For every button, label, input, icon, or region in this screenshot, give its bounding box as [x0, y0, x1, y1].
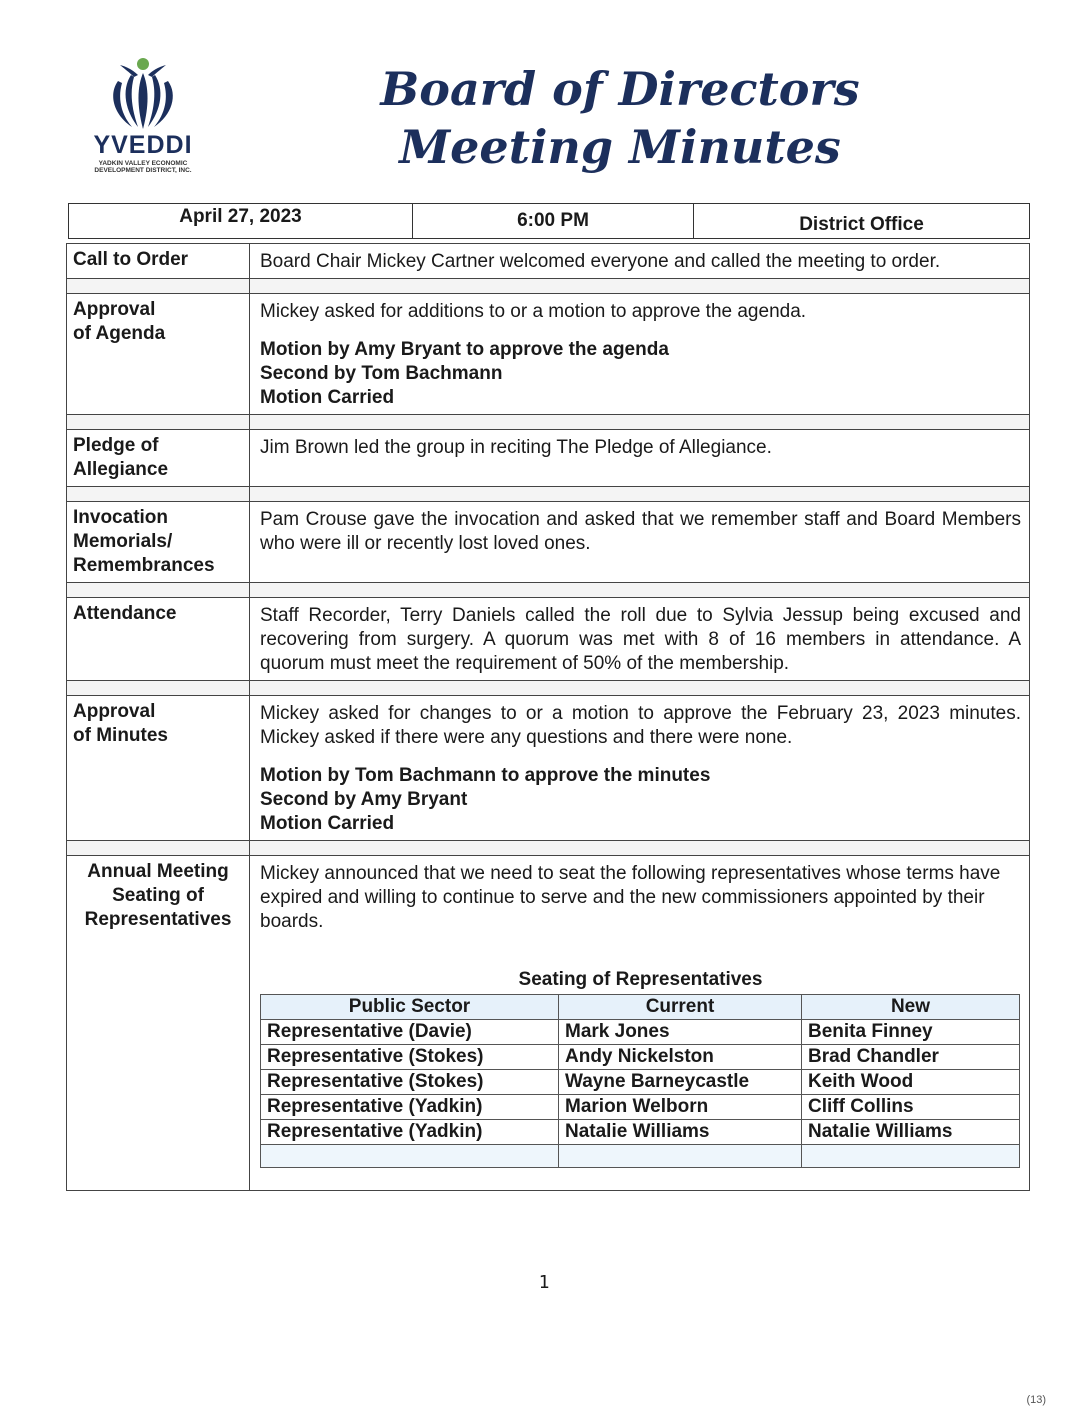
label-call-to-order: Call to Order: [67, 244, 250, 279]
text-annual-meeting: Mickey announced that we need to seat the following representatives whose terms have expired and willing to continue to serve and the new commissioners appointed by their boards.: [260, 863, 1001, 932]
seating-header-row: [261, 995, 1020, 1020]
text-approval-agenda: Mickey asked for additions to or a motion to approve the agenda.: [260, 301, 807, 322]
logo-figure-icon: [98, 55, 188, 133]
seating-cell-current: Natalie Williams: [559, 1120, 802, 1145]
seating-cell-current: Marion Welborn: [559, 1095, 802, 1120]
seating-cell-sector: Representative (Yadkin): [261, 1120, 559, 1145]
seating-header-public-sector: Public Sector: [261, 995, 559, 1020]
corner-mark: (13): [1026, 1394, 1046, 1406]
label-invocation-line3: Remembrances: [73, 555, 215, 576]
label-approval-agenda: [67, 294, 250, 415]
label-annual-meeting-line2: Seating of: [112, 885, 204, 906]
result-minutes: Motion Carried: [260, 813, 395, 834]
meeting-info-bar: [68, 203, 1030, 239]
label-invocation-line1: Invocation: [73, 507, 169, 528]
label-invocation-line2: Memorials/: [73, 531, 173, 552]
meeting-time: 6:00 PM: [413, 204, 694, 238]
seating-cell-new: Benita Finney: [802, 1020, 1020, 1045]
page-number: 1: [538, 1272, 550, 1293]
row-pledge: [67, 430, 1030, 487]
seating-row: [261, 1045, 1020, 1070]
row-attendance: [67, 598, 1030, 681]
seating-row: [261, 1095, 1020, 1120]
seating-cell-sector: Representative (Stokes): [261, 1070, 559, 1095]
title-line2: Meeting Minutes: [399, 120, 841, 174]
minutes-table: [66, 243, 1030, 1191]
label-approval-minutes-line2: of Minutes: [73, 725, 168, 746]
text-attendance: Staff Recorder, Terry Daniels called the roll due to Sylvia Jessup being excused and recovering from surgery. A quorum was met with 8 of 16 members in attendance. A quorum must meet the requirement of 50% of the membership.: [250, 598, 1030, 681]
label-pledge: [67, 430, 250, 487]
seating-table: [260, 994, 1020, 1168]
label-annual-meeting: [67, 856, 250, 1191]
title-line1: Board of Directors: [380, 62, 860, 116]
row-approval-agenda: [67, 294, 1030, 415]
logo-subtitle-line2: DEVELOPMENT DISTRICT, INC.: [94, 167, 192, 174]
page-title: [360, 60, 880, 176]
row-annual-meeting: [67, 856, 1030, 1191]
meeting-location: District Office: [799, 214, 924, 235]
row-approval-minutes: [67, 696, 1030, 841]
seating-cell-current: Mark Jones: [559, 1020, 802, 1045]
meeting-date: April 27, 2023: [69, 204, 413, 238]
second-minutes: Second by Amy Bryant: [260, 789, 468, 810]
seating-row: [261, 1070, 1020, 1095]
seating-cell-new: Cliff Collins: [802, 1095, 1020, 1120]
label-annual-meeting-line1: Annual Meeting: [87, 861, 229, 882]
seating-header-new: New: [802, 995, 1020, 1020]
label-annual-meeting-line3: Representatives: [84, 909, 232, 930]
row-call-to-order: [67, 244, 1030, 279]
yveddi-logo: [78, 55, 208, 185]
seating-table-title: Seating of Representatives: [518, 969, 763, 990]
seating-cell-sector: Representative (Stokes): [261, 1045, 559, 1070]
seating-cell-sector: Representative (Yadkin): [261, 1095, 559, 1120]
result-agenda: Motion Carried: [260, 387, 395, 408]
label-attendance: Attendance: [67, 598, 250, 681]
content-annual-meeting: [250, 856, 1030, 1191]
row-invocation: [67, 502, 1030, 583]
seating-cell-new: Brad Chandler: [802, 1045, 1020, 1070]
seating-cell-current: Wayne Barneycastle: [559, 1070, 802, 1095]
logo-subtitle-line1: YADKIN VALLEY ECONOMIC: [98, 160, 188, 167]
text-pledge: Jim Brown led the group in reciting The Pledge of Allegiance.: [250, 430, 1030, 487]
seating-cell-new: Natalie Williams: [802, 1120, 1020, 1145]
seating-header-current: Current: [559, 995, 802, 1020]
label-pledge-line1: Pledge of: [73, 435, 159, 456]
label-pledge-line2: Allegiance: [73, 459, 169, 480]
content-approval-agenda: [250, 294, 1030, 415]
motion-minutes: Motion by Tom Bachmann to approve the minutes: [260, 765, 711, 786]
label-approval-minutes-line1: Approval: [73, 701, 156, 722]
text-approval-minutes: Mickey asked for changes to or a motion to approve the February 23, 2023 minutes. Mickey asked if there were any questions and there were none.: [260, 703, 1021, 748]
text-call-to-order: Board Chair Mickey Cartner welcomed everyone and called the meeting to order.: [250, 244, 1030, 279]
logo-brand-text: YVEDDI: [93, 131, 193, 159]
seating-cell-current: Andy Nickelston: [559, 1045, 802, 1070]
second-agenda: Second by Tom Bachmann: [260, 363, 503, 384]
label-approval-agenda-line2: of Agenda: [73, 323, 166, 344]
label-approval-minutes: [67, 696, 250, 841]
text-invocation: Pam Crouse gave the invocation and asked that we remember staff and Board Members who were ill or recently lost loved ones.: [250, 502, 1030, 583]
seating-empty-row: [261, 1145, 1020, 1168]
seating-row: [261, 1020, 1020, 1045]
content-approval-minutes: [250, 696, 1030, 841]
seating-cell-sector: Representative (Davie): [261, 1020, 559, 1045]
label-invocation: [67, 502, 250, 583]
seating-cell-new: Keith Wood: [802, 1070, 1020, 1095]
motion-agenda: Motion by Amy Bryant to approve the agenda: [260, 339, 669, 360]
label-approval-agenda-line1: Approval: [73, 299, 156, 320]
seating-row: [261, 1120, 1020, 1145]
